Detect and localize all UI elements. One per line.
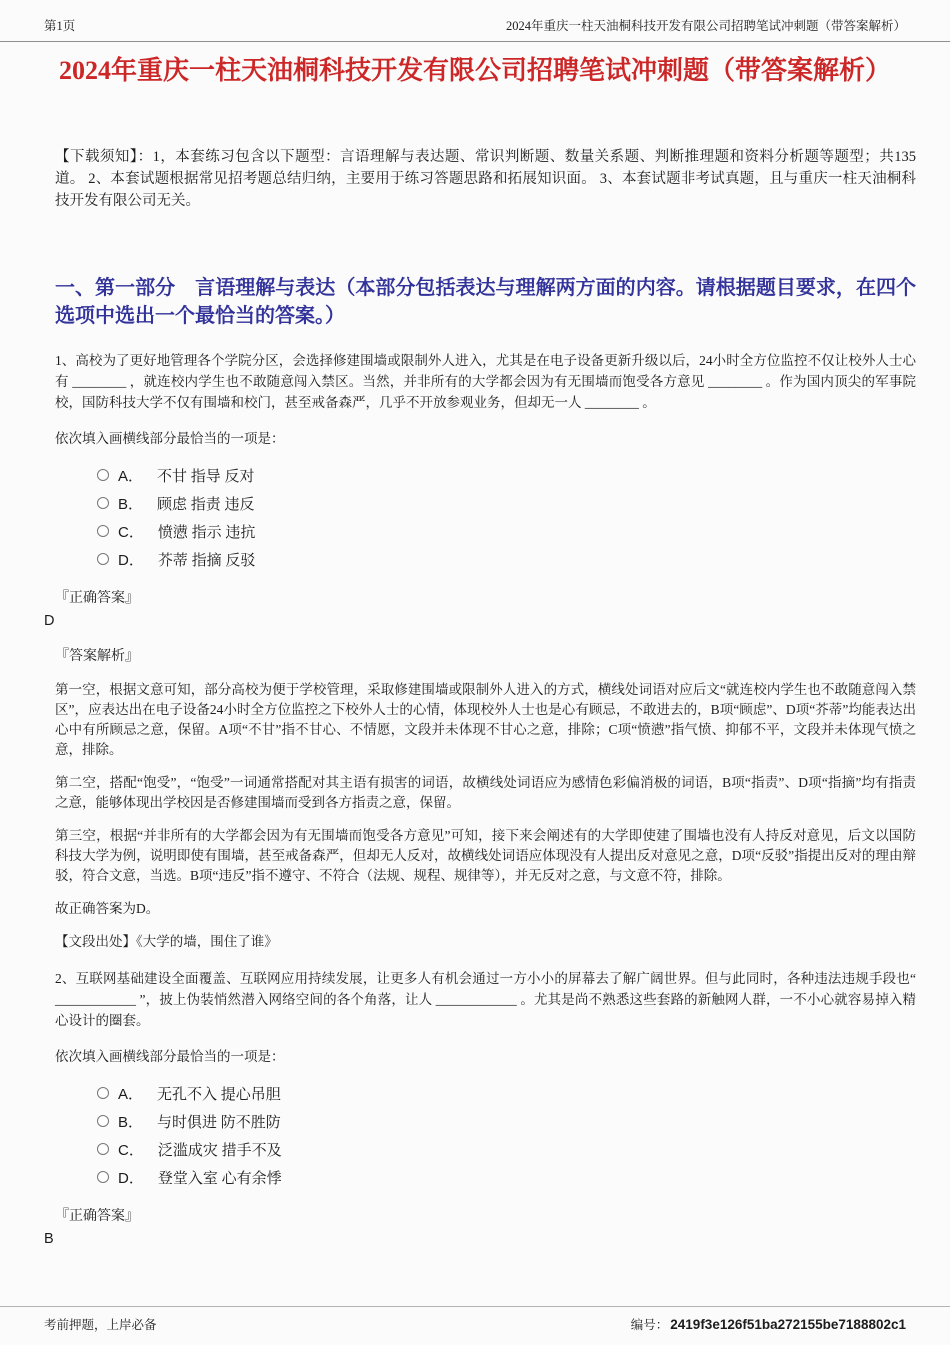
question-1-option-d-radio[interactable] bbox=[97, 553, 109, 565]
question-1-stem: 1、高校为了更好地管理各个学院分区，会选择修建围墙或限制外人进入，尤其是在电子设备更新升级以后，24小时全方位监控不仅让校外人士心有 ________ ，就连校内学生也不敢随意闯入禁区。当然，并非所有的大学都会因为有无围墙而饱受各方意见 ________ 。作为国内顶尖的军事院校，国防科技大学不仅有围墙和校门，甚至戒备森严，几乎不开放参观业务，但却无一人 ________ 。 bbox=[55, 353, 916, 410]
question-1-option-a-radio[interactable] bbox=[97, 469, 109, 481]
page-footer bbox=[0, 1306, 950, 1345]
page-header bbox=[0, 0, 950, 42]
footer-serial bbox=[631, 1315, 906, 1333]
footer-slogan: 考前押题，上岸必备 bbox=[44, 1318, 157, 1332]
option-letter: A． bbox=[118, 467, 144, 485]
question-2-answer: B bbox=[44, 1231, 54, 1247]
section-heading: 一、第一部分 言语理解与表达（本部分包括表达与理解两方面的内容。请根据题目要求，在四个选项中选出一个最恰当的答案。） bbox=[55, 277, 916, 327]
option-text: 与时俱进 防不胜防 bbox=[157, 1114, 281, 1131]
option-letter: B． bbox=[118, 1113, 144, 1131]
question-1-analysis-label: 『答案解析』 bbox=[55, 649, 139, 664]
option-letter: A． bbox=[118, 1085, 144, 1103]
analysis-paragraph: 第一空，根据文意可知，部分高校为便于学校管理，采取修建围墙或限制外人进入的方式，横线处词语对应后文“就连校内学生也不敢随意闯入禁区”，应表达出在电子设备24小时全方位监控之下校外人士的心情，体现校外人士也是心有顾忌，不敢进去的，B项“顾虑”、D项“芥蒂”均能表达出心中有所顾忌之意，保留。A项“不甘”指不甘心、不情愿，文段并未体现不甘心之意，排除；C项“愤懑”指气愤、抑郁不平，文段并未体现气愤之意，排除。 bbox=[55, 682, 916, 757]
question-2-options bbox=[97, 1079, 916, 1191]
option-text: 愤懑 指示 违抗 bbox=[157, 524, 256, 541]
question-1-option-c[interactable] bbox=[97, 517, 916, 545]
question-1-option-d[interactable] bbox=[97, 545, 916, 573]
option-text: 登堂入室 心有余悸 bbox=[157, 1170, 282, 1187]
footer-serial-code: 2419f3e126f51ba272155be7188802c1 bbox=[670, 1316, 906, 1332]
question-2-option-b-radio[interactable] bbox=[97, 1115, 109, 1127]
question-2-option-c[interactable] bbox=[97, 1135, 916, 1163]
analysis-paragraph: 第二空，搭配“饱受”，“饱受”一词通常搭配对其主语有损害的词语，故横线处词语应为感情色彩偏消极的词语，B项“指责”、D项“指摘”均有指责之意，能够体现出学校因是否修建围墙而受到各方指责之意，保留。 bbox=[55, 775, 916, 810]
question-2-answer-label: 『正确答案』 bbox=[55, 1209, 139, 1224]
question-2-prompt: 依次填入画横线部分最恰当的一项是： bbox=[55, 1049, 285, 1064]
question-1-analysis bbox=[0, 680, 950, 952]
question-2-stem: 2、互联网基础建设全面覆盖、互联网应用持续发展，让更多人有机会通过一方小小的屏幕去了解广阔世界。但与此同时，各种违法违规手段也“ ____________ ”，披上伪装悄然潜入网络空间的各个角落，让人 ____________ 。尤其是尚不熟悉这些套路的新触网人群，一不小心就容易掉入精心设计的圈套。 bbox=[55, 971, 916, 1028]
question-1-options bbox=[97, 461, 916, 573]
download-notice: 【下载须知】：1，本套练习包含以下题型：言语理解与表达题、常识判断题、数量关系题、判断推理题和资料分析题等题型；共135道。 2、本套试题根据常见招考题总结归纳，主要用于练习答题思路和拓展知识面。 3、本套试题非考试真题，且与重庆一柱天油桐科技开发有限公司无关。 bbox=[55, 149, 916, 209]
option-letter: C． bbox=[118, 523, 144, 541]
option-letter: D． bbox=[118, 551, 144, 569]
header-doc-title: 2024年重庆一柱天油桐科技开发有限公司招聘笔试冲刺题（带答案解析） bbox=[505, 19, 906, 33]
question-1-option-b[interactable] bbox=[97, 489, 916, 517]
question-2-option-d[interactable] bbox=[97, 1163, 916, 1191]
analysis-paragraph: 第三空，根据“并非所有的大学都会因为有无围墙而饱受各方意见”可知，接下来会阐述有的大学即使建了围墙也没有人持反对意见，后文以国防科技大学为例，说明即使有围墙，甚至戒备森严，但却无人反对，故横线处词语应体现没有人提出反对意见之意，D项“反驳”指提出反对的理由辩驳，符合文意，当选。B项“违反”指不遵守、不符合（法规、规程、规律等），并无反对之意，与文意不符，排除。 bbox=[55, 828, 916, 883]
option-text: 不甘 指导 反对 bbox=[157, 468, 255, 485]
option-text: 芥蒂 指摘 反驳 bbox=[157, 552, 256, 569]
question-2-option-a[interactable] bbox=[97, 1079, 916, 1107]
question-2-option-c-radio[interactable] bbox=[97, 1143, 109, 1155]
question-1-option-c-radio[interactable] bbox=[97, 525, 109, 537]
doc-title: 2024年重庆一柱天油桐科技开发有限公司招聘笔试冲刺题（带答案解析） bbox=[58, 56, 891, 85]
question-1 bbox=[0, 350, 950, 952]
analysis-source: 【文段出处】《大学的墙，围住了谁》 bbox=[55, 934, 278, 949]
option-text: 顾虑 指责 违反 bbox=[157, 496, 255, 513]
option-letter: B． bbox=[118, 495, 144, 513]
option-text: 无孔不入 提心吊胆 bbox=[157, 1086, 281, 1103]
question-2-option-b[interactable] bbox=[97, 1107, 916, 1135]
option-letter: C． bbox=[118, 1141, 144, 1159]
question-1-option-a[interactable] bbox=[97, 461, 916, 489]
question-1-prompt: 依次填入画横线部分最恰当的一项是： bbox=[55, 431, 285, 446]
question-2-option-d-radio[interactable] bbox=[97, 1171, 109, 1183]
question-2 bbox=[0, 968, 950, 1249]
question-2-option-a-radio[interactable] bbox=[97, 1087, 109, 1099]
question-1-option-b-radio[interactable] bbox=[97, 497, 109, 509]
page-number: 第1页 bbox=[44, 19, 76, 33]
analysis-conclusion: 故正确答案为D。 bbox=[55, 901, 160, 916]
option-letter: D． bbox=[118, 1169, 144, 1187]
footer-serial-label: 编号： bbox=[630, 1318, 669, 1332]
question-1-answer: D bbox=[44, 613, 55, 629]
question-1-answer-label: 『正确答案』 bbox=[55, 591, 139, 606]
option-text: 泛滥成灾 措手不及 bbox=[157, 1142, 282, 1159]
